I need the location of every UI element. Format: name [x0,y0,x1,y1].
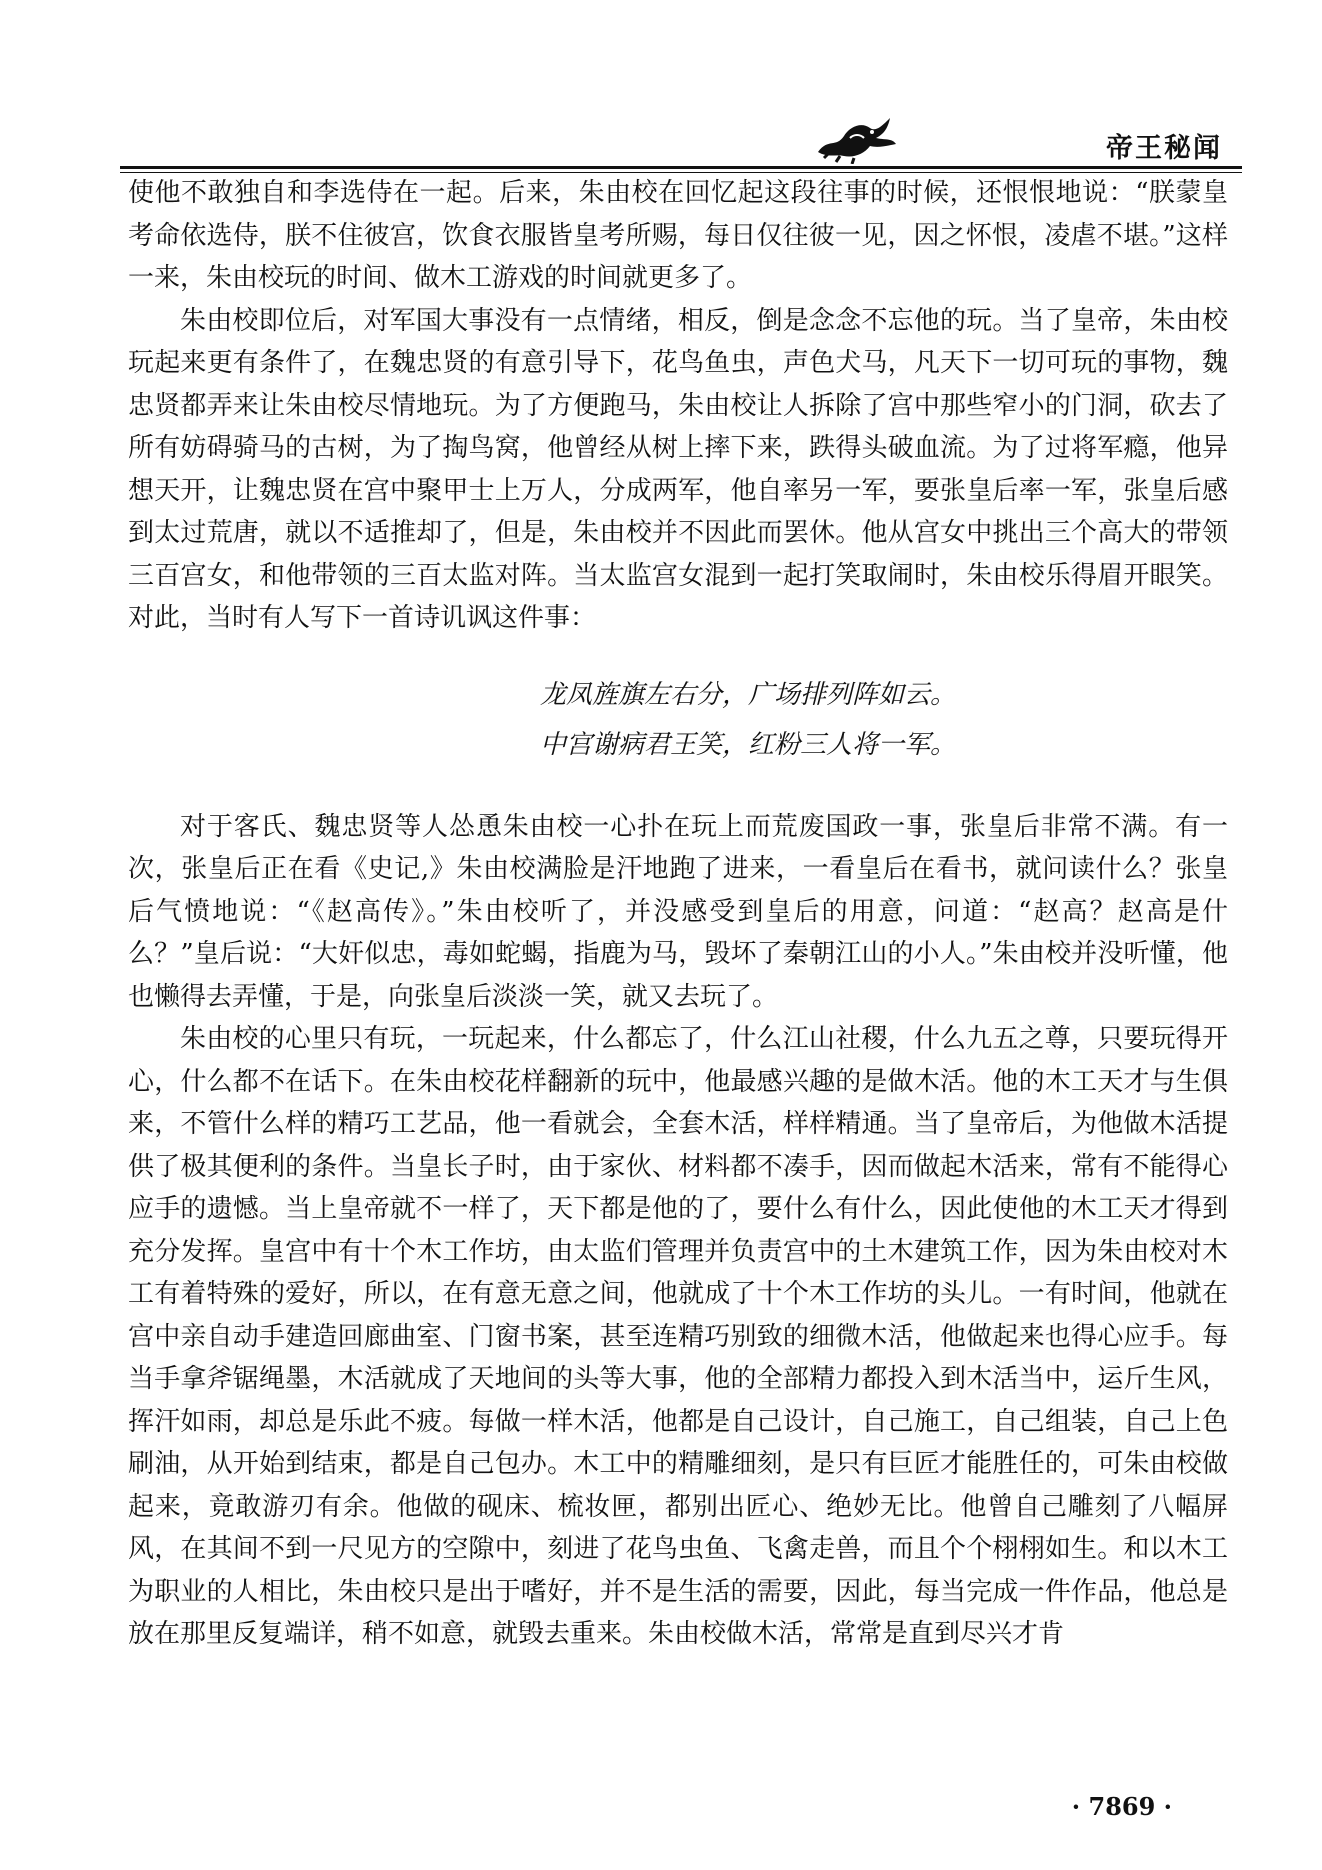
paragraph: 朱由校即位后，对军国大事没有一点情绪，相反，倒是念念不忘他的玩。当了皇帝，朱由校玩起来更有条件了，在魏忠贤的有意引导下，花鸟鱼虫，声色犬马，凡天下一切可玩的事物，魏忠贤都弄来让朱由校尽情地玩。为了方便跑马，朱由校让人拆除了宫中那些窄小的门洞，砍去了所有妨碍骑马的古树，为了掏鸟窝，他曾经从树上摔下来，跌得头破血流。为了过将军瘾，他异想天开，让魏忠贤在宫中聚甲士上万人，分成两军，他自率另一军，要张皇后率一军，张皇后感到太过荒唐，就以不适推却了，但是，朱由校并不因此而罢休。他从宫女中挑出三个高大的带领三百宫女，和他带领的三百太监对阵。当太监宫女混到一起打笑取闹时，朱由校乐得眉开眼笑。对此，当时有人写下一首诗讥讽这件事： [128,305,1228,633]
poem [128,670,1228,770]
running-head: 帝王秘闻 [1106,133,1222,164]
paragraph: 使他不敢独自和李选侍在一起。后来，朱由校在回忆起这段往事的时候，还恨恨地说：“朕蒙皇考命依选侍，朕不住彼宫，饮食衣服皆皇考所赐，每日仅往彼一见，因之怀恨，凌虐不堪。”这样一来，朱由校玩的时间、做木工游戏的时间就更多了。 [128,178,1228,293]
paragraph: 对于客氏、魏忠贤等人怂恿朱由校一心扑在玩上而荒废国政一事，张皇后非常不满。有一次，张皇后正在看《史记,》朱由校满脸是汗地跑了进来，一看皇后在看书，就问读什么？张皇后气愤地说：“《赵高传》。”朱由校听了，并没感受到皇后的用意，问道：“赵高？赵高是什么？”皇后说：“大奸似忠，毒如蛇蝎，指鹿为马，毁坏了秦朝江山的小人。”朱由校并没听懂，他也懒得去弄懂，于是，向张皇后淡淡一笑，就又去玩了。 [128,811,1228,1012]
page-number: · 7869 · [1071,1792,1172,1821]
body-text [128,172,1228,1656]
dragon-icon [810,108,900,164]
header-rule [120,166,1242,169]
poem-line: 中宫谢病君王笑，红粉三人将一军。 [539,729,956,760]
paragraph: 朱由校的心里只有玩，一玩起来，什么都忘了，什么江山社稷，什么九五之尊，只要玩得开心，什么都不在话下。在朱由校花样翻新的玩中，他最感兴趣的是做木活。他的木工天才与生俱来，不管什么样的精巧工艺品，他一看就会，全套木活，样样精通。当了皇帝后，为他做木活提供了极其便利的条件。当皇长子时，由于家伙、材料都不凑手，因而做起木活来，常有不能得心应手的遗憾。当上皇帝就不一样了，天下都是他的了，要什么有什么，因此使他的木工天才得到充分发挥。皇宫中有十个木工作坊，由太监们管理并负责宫中的土木建筑工作，因为朱由校对木工有着特殊的爱好，所以，在有意无意之间，他就成了十个木工作坊的头儿。一有时间，他就在宫中亲自动手建造回廊曲室、门窗书案，甚至连精巧别致的细微木活，他做起来也得心应手。每当手拿斧锯绳墨，木活就成了天地间的头等大事，他的全部精力都投入到木活当中，运斤生风，挥汗如雨，却总是乐此不疲。每做一样木活，他都是自己设计，自己施工，自己组装，自己上色刷油，从开始到结束，都是自己包办。木工中的精雕细刻，是只有巨匠才能胜任的，可朱由校做起来，竟敢游刃有余。他做的砚床、梳妆匣，都别出匠心、绝妙无比。他曾自己雕刻了八幅屏风，在其间不到一尺见方的空隙中，刻进了花鸟虫鱼、飞禽走兽，而且个个栩栩如生。和以木工为职业的人相比，朱由校只是出于嗜好，并不是生活的需要，因此，每当完成一件作品，他总是放在那里反复端详，稍不如意，就毁去重来。朱由校做木活，常常是直到尽兴才肯 [128,1024,1228,1649]
page-header [120,108,1242,168]
poem-line: 龙凤旌旗左右分，广场排列阵如云。 [539,679,956,710]
